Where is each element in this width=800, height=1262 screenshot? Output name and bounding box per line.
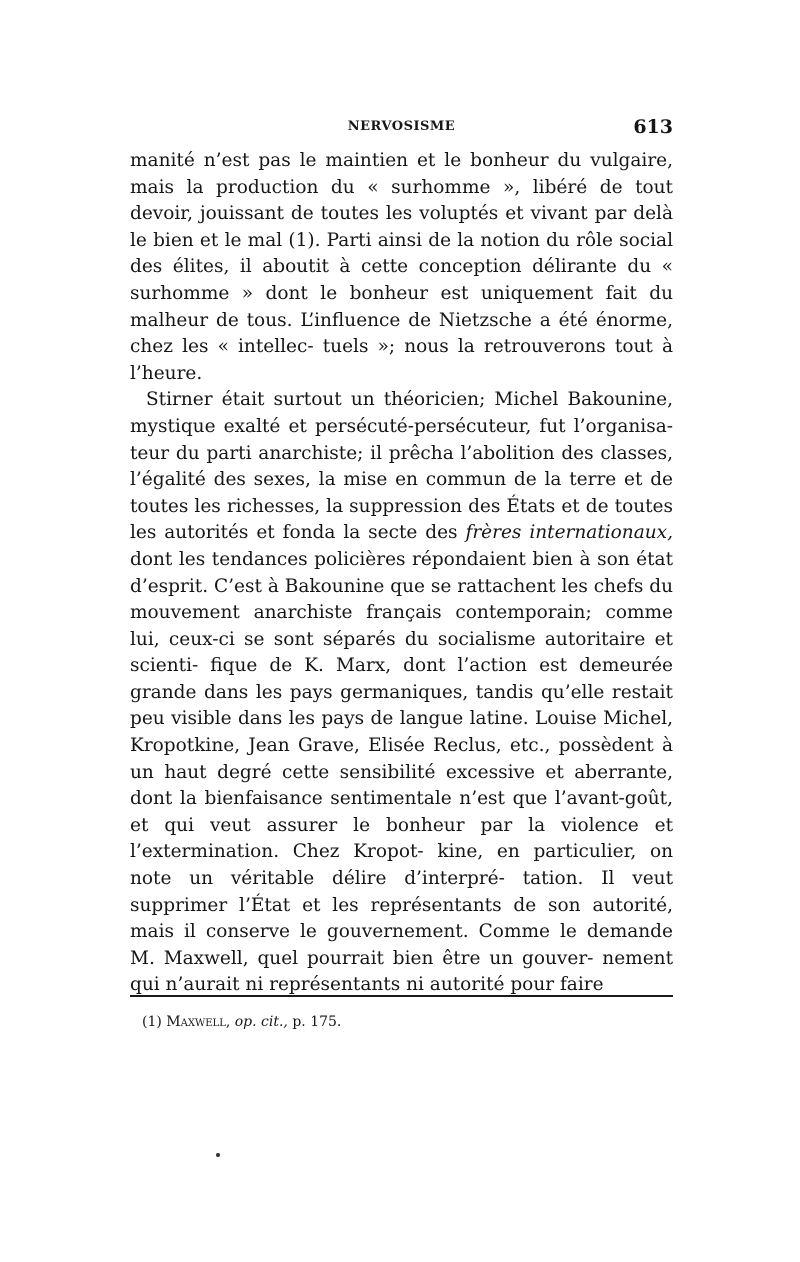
footnote [142,1013,673,1031]
text-line: les pays germaniques, tandis qu’elle restait peu visible [130,681,673,730]
text-line: jouissant de toutes les voluptés et vivant par delà le bien et [130,203,673,251]
page-number: 613 [633,116,673,138]
text-line: demande M. Maxwell, quel pourrait bien être un gouver- [130,921,673,969]
text-line: tuels »; nous la retrouverons tout à l’heure. [130,336,673,384]
text-line: toutes les richesses, la suppression des États et de toutes [130,495,673,517]
text-line: nement qui n’aurait ni représentants ni autorité pour faire [130,947,673,996]
text-line: mystique exalté et persécuté-persécuteur, fut l’organisa- [130,415,673,437]
text-line: manité n’est pas le maintien et le bonheur du vulgaire, [130,150,673,171]
text-line: cette sensibilité excessive et aberrante, dont la bienfaisance [130,761,673,810]
text-line: Jean Grave, Elisée Reclus, etc., possèdent à un haut degré [130,735,673,783]
text-line: ceux-ci se sont séparés du socialisme autoritaire et scienti- [130,628,673,677]
text-line: il aboutit à cette conception délirante du « surhomme » [130,256,673,304]
text-line: mouvement anarchiste français contemporain; comme lui, [130,602,673,650]
text-line: fique de K. Marx, dont l’action est demeurée grande dans [130,655,673,703]
italic-phrase: frères internationaux, [465,522,673,544]
text-line: teur du parti anarchiste; il prêcha l’abolition des classes, [130,442,673,464]
body-text [130,148,673,999]
text-line: tation. Il veut supprimer l’État et les représentants de son [130,868,674,916]
text-line: autorité, mais il conserve le gouvernement. Comme le [130,894,673,943]
text-line: l’égalité des sexes, la mise en commun de la terre et de [130,469,673,491]
running-head [130,116,673,138]
footnote-reference: op. cit., [234,1014,288,1030]
text-line: kine, en particulier, on note un véritable délire d’interpré- [130,841,674,890]
paragraph-2 [130,387,673,999]
text-line: dans les pays de langue latine. Louise Michel, Kropotkine, [130,708,673,757]
text-line: L’influence de Nietzsche a été énorme, chez les « intellec- [130,309,673,358]
text-line: bonheur par la violence et l’extermination. Chez Kropot- [130,814,674,863]
text-line: Stirner était surtout un théoricien; Michel Bakounine, [146,389,673,411]
footnote-rule [130,995,673,997]
text-line: le mal (1). Parti ainsi de la notion du rôle social des élites, [130,229,673,278]
footnote-page: p. 175. [292,1014,342,1030]
text-line: mais la production du « surhomme », libéré de tout devoir, [130,176,673,225]
ink-speck [216,1153,220,1157]
text-line: dont les tendances policières répondaient bien à son état [130,548,673,570]
footnote-author: Maxwell, [166,1014,231,1030]
text-line: dont le bonheur est uniquement fait du malheur de tous. [130,282,673,331]
footnote-marker: (1) [142,1014,162,1030]
text-line: les autorités et fonda la secte des [130,522,458,544]
paragraph-1 [130,148,673,387]
text-line: d’esprit. C’est à Bakounine que se rattachent les chefs du [130,575,673,597]
running-title: NERVOSISME [347,119,456,134]
text-line: sentimentale n’est que l’avant-goût, et qui veut assurer le [130,788,673,836]
